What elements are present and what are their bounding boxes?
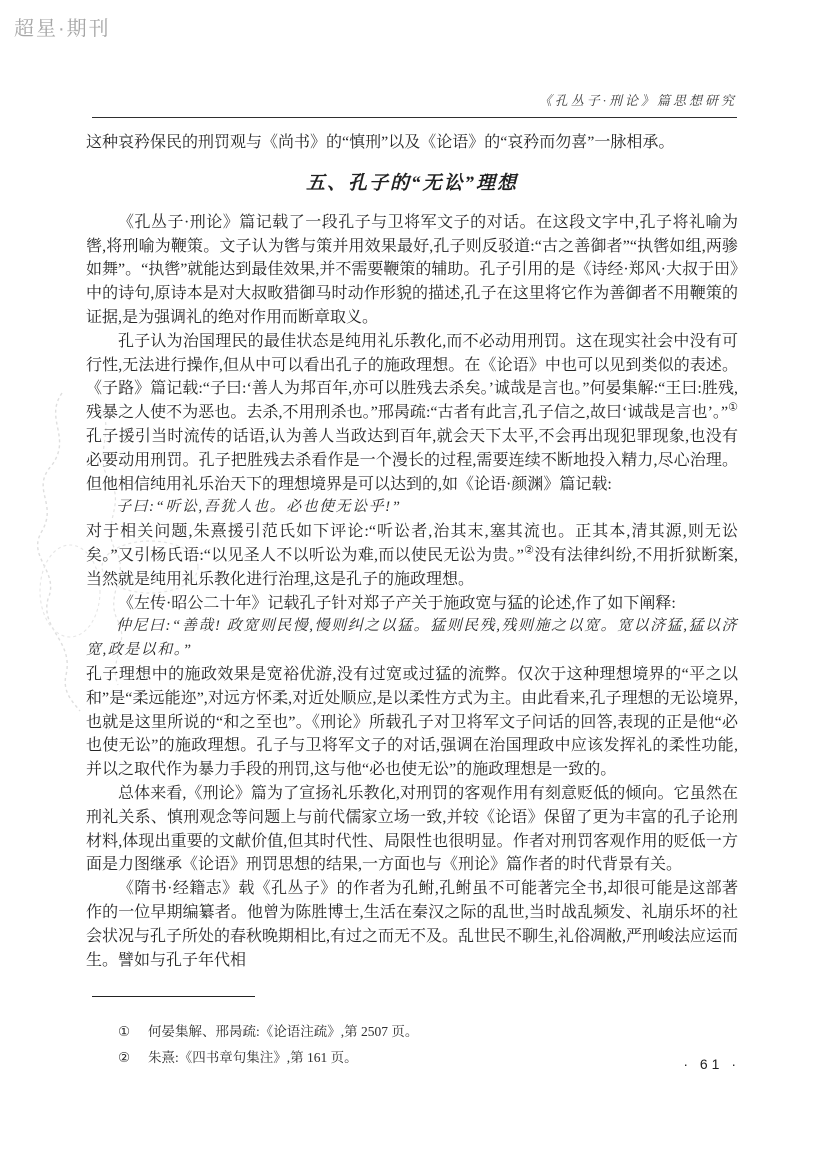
paragraph-3-text-b: 没有法律纠纷,不用折狱断案,当然就是纯用礼乐教化进行治理,这是孔子的施政理想。 [86,546,738,588]
chaoxing-brand-watermark: 超星·期刊 [14,18,111,40]
footnote-marker-1: ① [118,1024,131,1039]
running-head-title: 《孔丛子·刑论》篇思想研究 [538,93,737,108]
footnote-item-1 [92,1019,737,1045]
footnotes-section [92,996,737,1071]
intro-paragraph: 这种哀矜保民的刑罚观与《尚书》的“慎刑”以及《论语》的“哀矜而勿喜”一脉相承。 [86,134,675,151]
blockquote-lunyu-yanyuan: 子曰:“听讼,吾犹人也。必也使无讼乎!” [116,499,402,516]
paragraph-2-text-b: 孔子援引当时流传的话语,认为善人当政达到百年,就会天下太平,不会再出现犯罪现象,也没有必要动用刑罚。孔子把胜残去杀看作是一个漫长的过程,需要连续不断地投入精力,尽心治理。但他相信纯用礼乐治天下的理想境界是可以达到的,如《论语·颜渊》篇记载: [86,427,738,493]
paragraph-2 [86,330,738,497]
header-rule [92,117,737,118]
footnote-text-1: 何晏集解、邢昺疏:《论语注疏》,第 2507 页。 [148,1024,419,1039]
paragraph-3-text-a: 对于相关问题,朱熹援引范氏如下评论:“听讼者,治其末,塞其流也。正其本,清其源,则无讼矣。”又引杨氏语:“以见圣人不以听讼为难,而以使民无讼为贵。” [86,523,738,564]
paragraph-5: 孔子理想中的施政效果是宽裕优游,没有过宽或过猛的流弊。仅次于这种理想境界的“平之以和”是“柔远能迩”,对远方怀柔,对近处顺应,是以柔性方式为主。由此看来,孔子理想的无讼境界,也就是这里所说的“和之至也”。《刑论》所载孔子对卫将军文子问话的回答,表现的正是他“必也使无讼”的施政理想。孔子与卫将军文子的对话,强调在治国理政中应该发挥礼的柔性功能,并以之取代作为暴力手段的刑罚,这与他“必也使无讼”的施政理想是一致的。 [86,665,738,779]
paragraph-3 [86,520,738,591]
blockquote-zuozhuan: 仲尼曰:“善哉! 政宽则民慢,慢则纠之以猛。猛则民残,残则施之以宽。宽以济猛,猛以济宽,政是以和。” [86,618,738,659]
footnote-marker-2: ② [118,1050,131,1065]
paragraph-2-text-a: 孔子认为治国理民的最佳状态是纯用礼乐教化,而不必动用刑罚。这在现实社会中没有可行性,无法进行操作,但从中可以看出孔子的施政理想。在《论语》中也可以见到类似的表述。《子路》篇记载:“子曰:‘善人为邦百年,亦可以胜残去杀矣。’诚哉是言也。”何晏集解:“王曰:胜残,残暴之人使不为恶也。去杀,不用刑杀也。”邢昺疏:“古者有此言,孔子信之,故曰‘诚哉是言也’。” [86,332,738,422]
footnote-item-2 [92,1045,737,1071]
paragraph-4: 《左传·昭公二十年》记载孔子针对郑子产关于施政宽与猛的论述,作了如下阐释: [118,594,676,612]
paragraph-6: 总体来看,《刑论》篇为了宣扬礼乐教化,对刑罚的客观作用有刻意贬低的倾向。它虽然在刑礼关系、慎刑观念等问题上与前代儒家立场一致,并较《论语》保留了更为丰富的孔子论刑材料,体现出重要的文献价值,但其时代性、局限性也很明显。作者对刑罚客观作用的贬低一方面是力图继承《论语》刑罚思想的结果,一方面也与《刑论》篇作者的时代背景有关。 [86,784,738,874]
footnote-text-2: 朱熹:《四书章句集注》,第 161 页。 [148,1050,358,1065]
article-body [86,131,738,972]
footnotes-divider [92,996,255,997]
footnotes-list [92,1019,737,1071]
paragraph-7: 《隋书·经籍志》载《孔丛子》的作者为孔鲋,孔鲋虽不可能著完全书,却很可能是这部著作的一位早期编纂者。他曾为陈胜博士,生活在秦汉之际的乱世,当时战乱频发、礼崩乐坏的社会状况与孔子所处的春秋晚期相比,有过之而无不及。乱世民不聊生,礼俗凋敝,严刑峻法应运而生。譬如与孔子年代相 [86,880,739,969]
footnote-ref-2: ② [523,544,535,557]
page-number: · 61 · [683,1056,740,1072]
section-heading: 五、孔子的“无讼”理想 [305,172,518,194]
paragraph-1: 《孔丛子·刑论》篇记载了一段孔子与卫将军文子的对话。在这段文字中,孔子将礼喻为辔,将刑喻为鞭策。文子认为辔与策并用效果最好,孔子则反驳道:“古之善御者”“执辔如组,两骖如舞”。“执辔”就能达到最佳效果,并不需要鞭策的辅助。孔子引用的是《诗经·郑风·大叔于田》中的诗句,原诗本是对大叔畋猎御马时动作形貌的描述,孔子在这里将它作为善御者不用鞭策的证据,是为强调礼的绝对作用而断章取义。 [86,213,738,326]
footnote-ref-1: ① [728,401,738,414]
